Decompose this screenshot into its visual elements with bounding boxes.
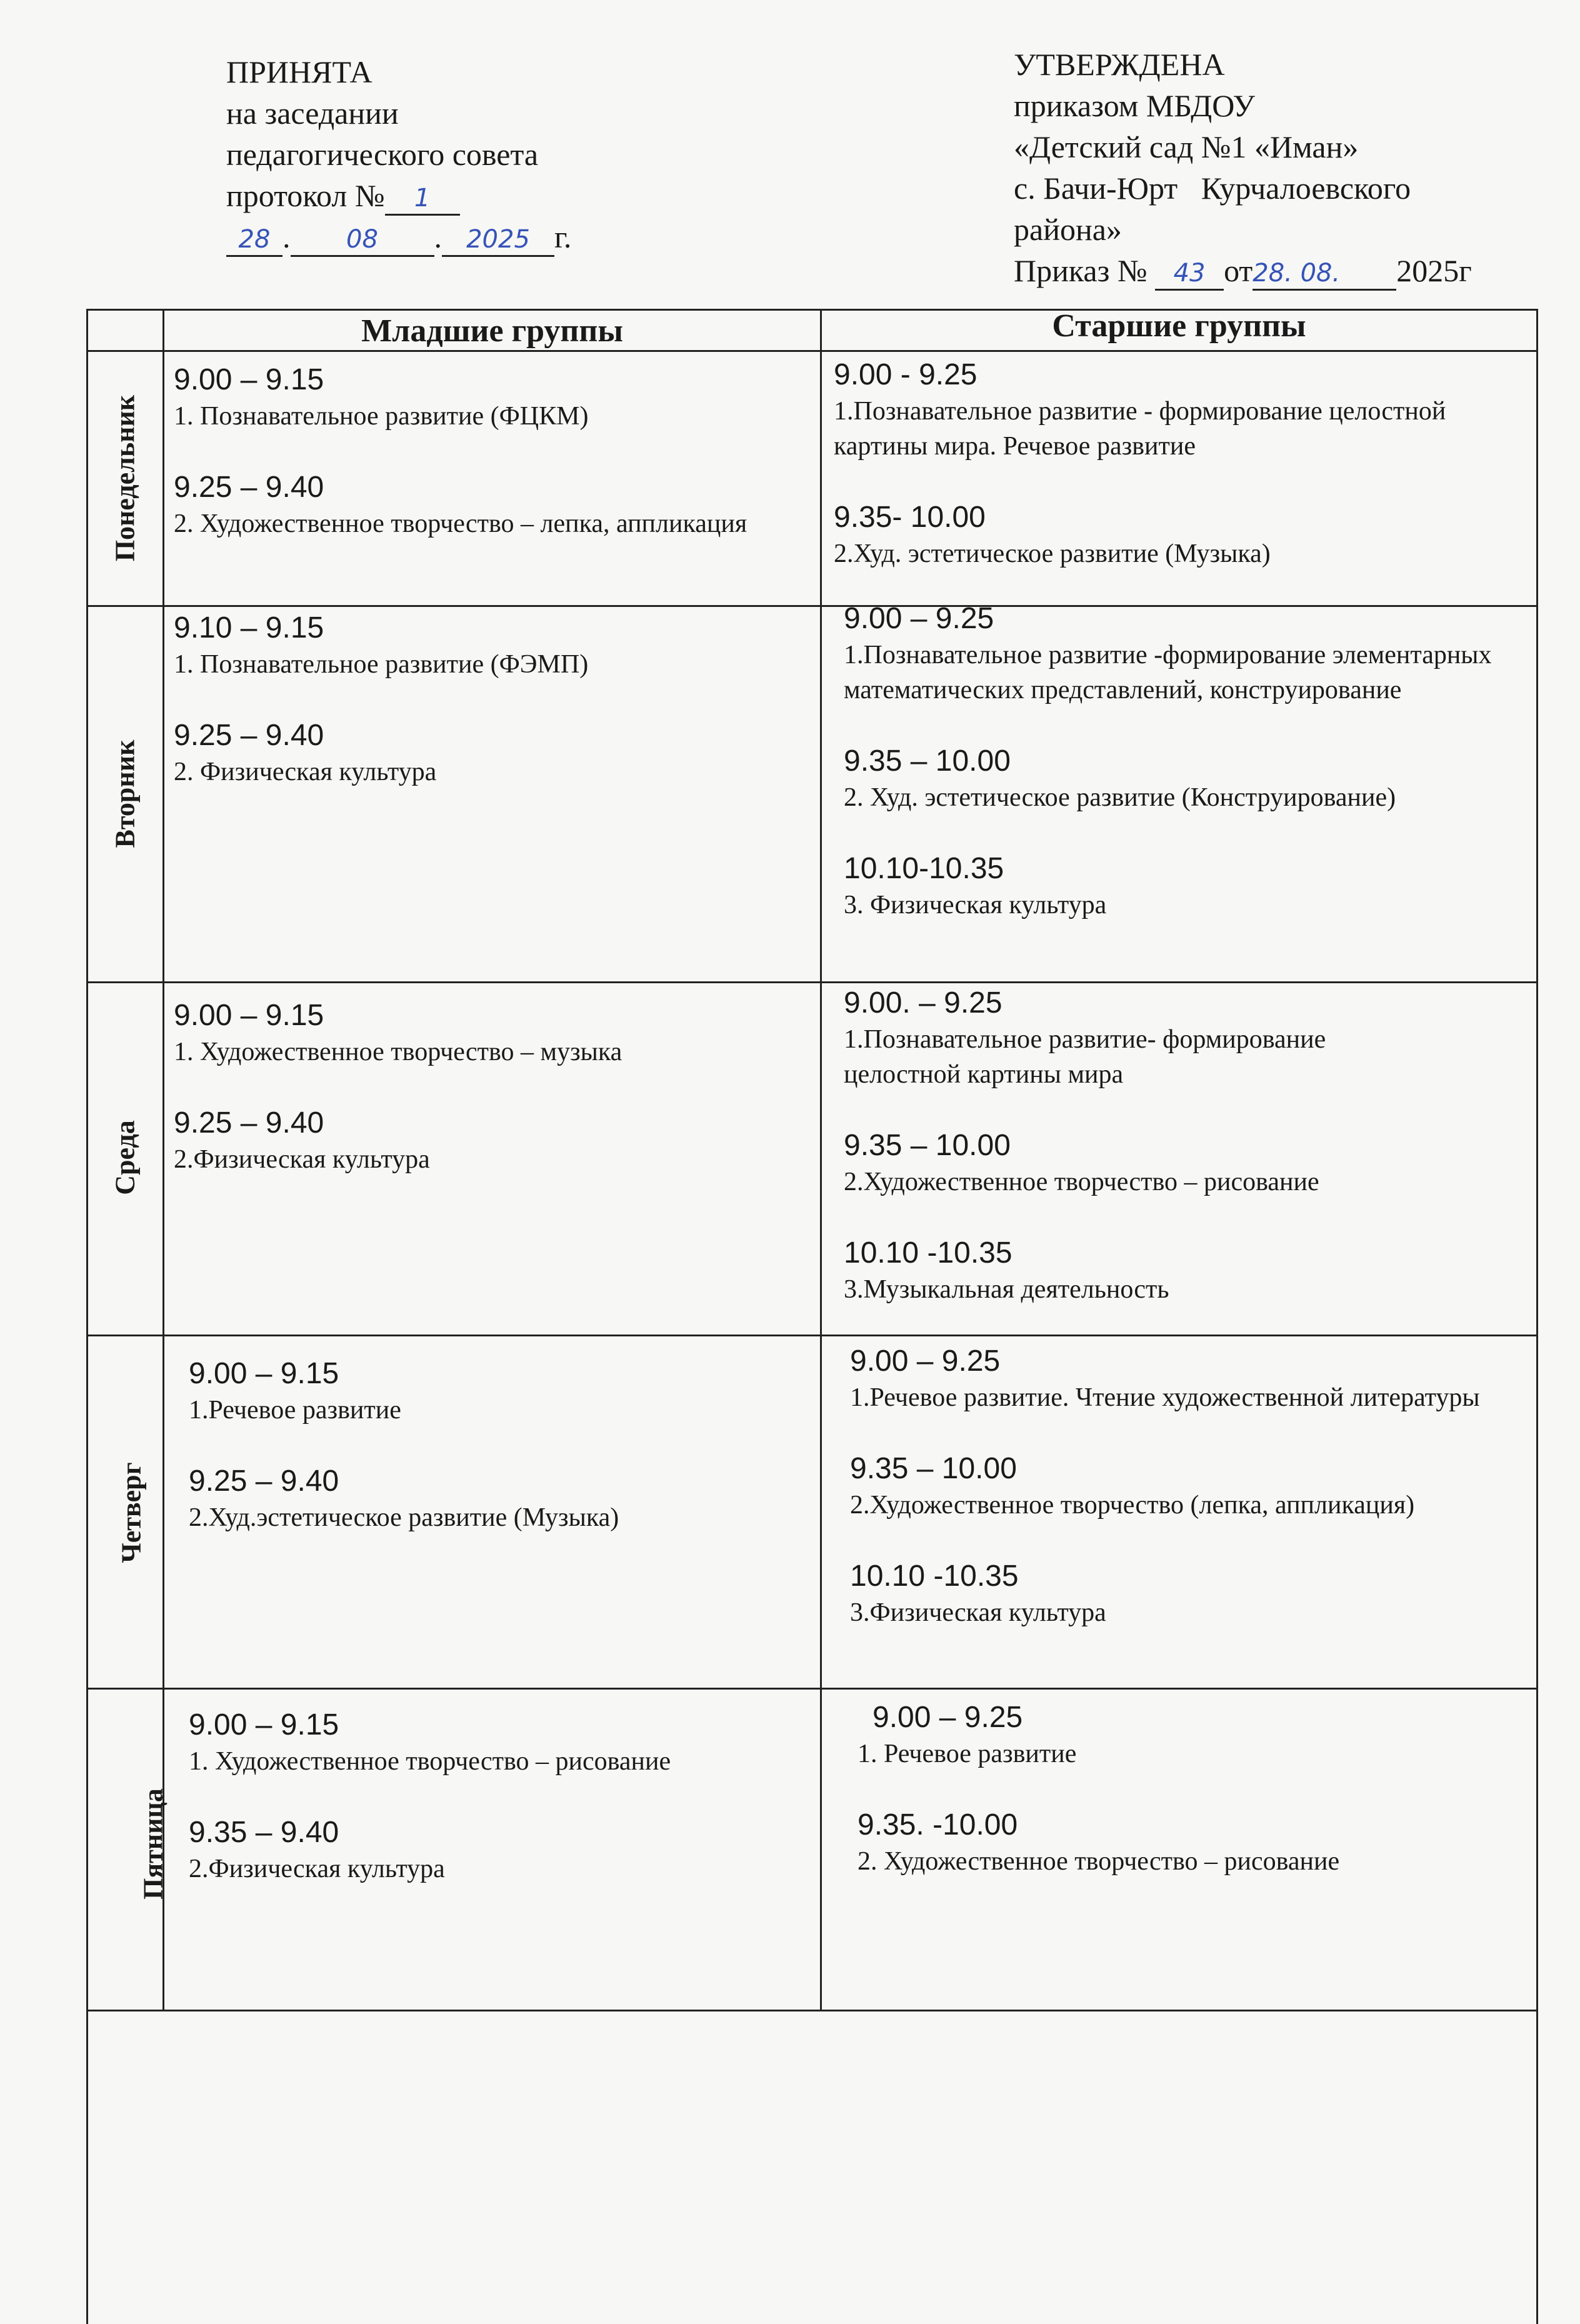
lesson-time: 9.25 – 9.40 xyxy=(174,471,324,504)
lesson-time: 9.25 – 9.40 xyxy=(189,1465,339,1498)
lesson-time: 9.00 – 9.25 xyxy=(872,1701,1023,1734)
group-column-divider xyxy=(820,309,822,2011)
order-year: 2025г xyxy=(1396,253,1472,288)
lesson-time: 10.10 -10.35 xyxy=(850,1560,1019,1593)
protocol-line xyxy=(226,175,571,216)
lesson-activity: 1.Речевое развитие. Чтение художественной литературы xyxy=(850,1383,1480,1412)
tuesday-senior-cell xyxy=(844,600,1534,980)
monday-junior-cell xyxy=(174,361,814,604)
lesson-activity: 3.Физическая культура xyxy=(850,1598,1106,1627)
lesson-time: 9.35 – 10.00 xyxy=(850,1452,1017,1485)
table-left-border xyxy=(86,309,88,2324)
day-column-divider xyxy=(162,309,164,2011)
lesson-time: 9.00 – 9.25 xyxy=(850,1345,1001,1378)
protocol-date-year: 2025 xyxy=(442,224,554,257)
approved-line-5: района» xyxy=(1014,212,1122,247)
lesson-activity: 2.Физическая культура xyxy=(174,1145,430,1174)
lesson-activity: 1. Познавательное развитие (ФЦКМ) xyxy=(174,402,589,431)
approved-line-4: с. Бачи-Юрт Курчалоевского xyxy=(1014,171,1411,206)
lesson-activity: 2. Художественное творчество – лепка, аппликация xyxy=(174,509,748,538)
protocol-number: 1 xyxy=(385,183,460,216)
table-right-border xyxy=(1536,309,1538,2324)
lesson-activity: 1. Художественное творчество – музыка xyxy=(174,1038,622,1066)
protocol-date-line: 28 . 08 . 2025 г. xyxy=(226,216,571,258)
row-divider-3 xyxy=(86,1335,1538,1336)
row-divider-4 xyxy=(86,1688,1538,1690)
table-bottom-border xyxy=(86,2010,1538,2011)
column-header-senior: Старшие группы xyxy=(1052,308,1306,344)
order-label: Приказ № xyxy=(1014,253,1148,288)
header-accepted-block xyxy=(226,51,571,258)
lesson-time: 10.10 -10.35 xyxy=(844,1236,1012,1270)
lesson-time: 9.35 – 9.40 xyxy=(189,1816,339,1849)
lesson-activity: 1.Познавательное развитие -формирование элементарных математических представлений, конструирование xyxy=(844,641,1492,704)
lesson-activity: 1.Познавательное развитие - формирование целостной картины мира. Речевое развитие xyxy=(834,397,1446,461)
day-label-monday: Понедельник xyxy=(109,394,141,562)
tuesday-junior-cell xyxy=(174,609,814,980)
lesson-activity: 1.Речевое развитие xyxy=(189,1396,401,1425)
monday-senior-cell xyxy=(834,356,1531,604)
lesson-activity: 2.Художественное творчество – рисование xyxy=(844,1168,1319,1196)
wednesday-senior-cell xyxy=(844,984,1534,1333)
accepted-title: ПРИНЯТА xyxy=(226,54,372,89)
lesson-time: 9.00 – 9.25 xyxy=(844,602,994,635)
protocol-date-day: 28 xyxy=(226,224,282,257)
lesson-time: 9.25 – 9.40 xyxy=(174,1106,324,1139)
day-label-friday: Пятница xyxy=(138,1788,169,1900)
lesson-time: 9.00 – 9.15 xyxy=(174,999,324,1032)
lesson-time: 9.35- 10.00 xyxy=(834,501,986,534)
lesson-time: 9.00 – 9.15 xyxy=(189,1357,339,1390)
thursday-junior-cell xyxy=(189,1355,815,1686)
friday-junior-cell xyxy=(189,1706,815,2008)
protocol-date-month: 08 xyxy=(291,224,434,257)
lesson-activity: 1. Речевое развитие xyxy=(858,1740,1077,1768)
day-label-wednesday: Среда xyxy=(109,1120,141,1195)
lesson-time: 9.35 – 10.00 xyxy=(844,744,1011,778)
lesson-activity: 2.Физическая культура xyxy=(189,1855,445,1883)
lesson-activity: 2.Худ. эстетическое развитие (Музыка) xyxy=(834,539,1271,568)
lesson-activity: 2. Физическая культура xyxy=(174,758,437,786)
lesson-activity: 2. Художественное творчество – рисование xyxy=(858,1847,1340,1876)
lesson-time: 9.35. -10.00 xyxy=(858,1808,1018,1841)
lesson-activity: 2.Худ.эстетическое развитие (Музыка) xyxy=(189,1503,619,1532)
order-from: от xyxy=(1224,253,1253,288)
column-header-junior: Младшие группы xyxy=(361,313,623,349)
lesson-activity: 3.Музыкальная деятельность xyxy=(844,1275,1169,1304)
lesson-activity: 1.Познавательное развитие- формирование целостной картины мира xyxy=(844,1025,1326,1089)
lesson-time: 9.10 – 9.15 xyxy=(174,611,324,644)
day-label-tuesday: Вторник xyxy=(109,739,141,848)
approved-line-3: «Детский сад №1 «Иман» xyxy=(1014,129,1359,164)
header-approved-block xyxy=(1014,44,1472,291)
day-label-thursday: Четверг xyxy=(116,1462,147,1563)
lesson-time: 10.10-10.35 xyxy=(844,852,1004,885)
accepted-line-2: на заседании xyxy=(226,96,399,131)
lesson-activity: 1. Познавательное развитие (ФЭМП) xyxy=(174,650,589,679)
lesson-time: 9.00 – 9.15 xyxy=(189,1708,339,1741)
lesson-time: 9.00. – 9.25 xyxy=(844,986,1002,1019)
lesson-activity: 2. Худ. эстетическое развитие (Конструирование) xyxy=(844,783,1396,812)
row-divider-2 xyxy=(86,981,1538,983)
approved-title: УТВЕРЖДЕНА xyxy=(1014,47,1225,82)
order-number: 43 xyxy=(1155,258,1224,291)
lesson-activity: 2.Художественное творчество (лепка, аппликация) xyxy=(850,1491,1415,1520)
lesson-time: 9.00 - 9.25 xyxy=(834,358,978,391)
order-line xyxy=(1014,250,1472,291)
accepted-line-3: педагогического совета xyxy=(226,137,539,172)
wednesday-junior-cell xyxy=(174,997,814,1333)
lesson-activity: 3. Физическая культура xyxy=(844,891,1107,919)
lesson-time: 9.00 – 9.15 xyxy=(174,363,324,396)
order-date: 28. 08. xyxy=(1252,258,1396,291)
thursday-senior-cell xyxy=(850,1343,1534,1686)
lesson-time: 9.25 – 9.40 xyxy=(174,719,324,752)
protocol-label: протокол № xyxy=(226,178,385,213)
lesson-activity: 1. Художественное творчество – рисование xyxy=(189,1747,671,1776)
friday-senior-cell xyxy=(858,1699,1534,2008)
approved-line-2: приказом МБДОУ xyxy=(1014,88,1255,123)
lesson-time: 9.35 – 10.00 xyxy=(844,1129,1011,1162)
protocol-year-suffix: г. xyxy=(554,219,572,254)
header-row-divider xyxy=(86,350,1538,352)
